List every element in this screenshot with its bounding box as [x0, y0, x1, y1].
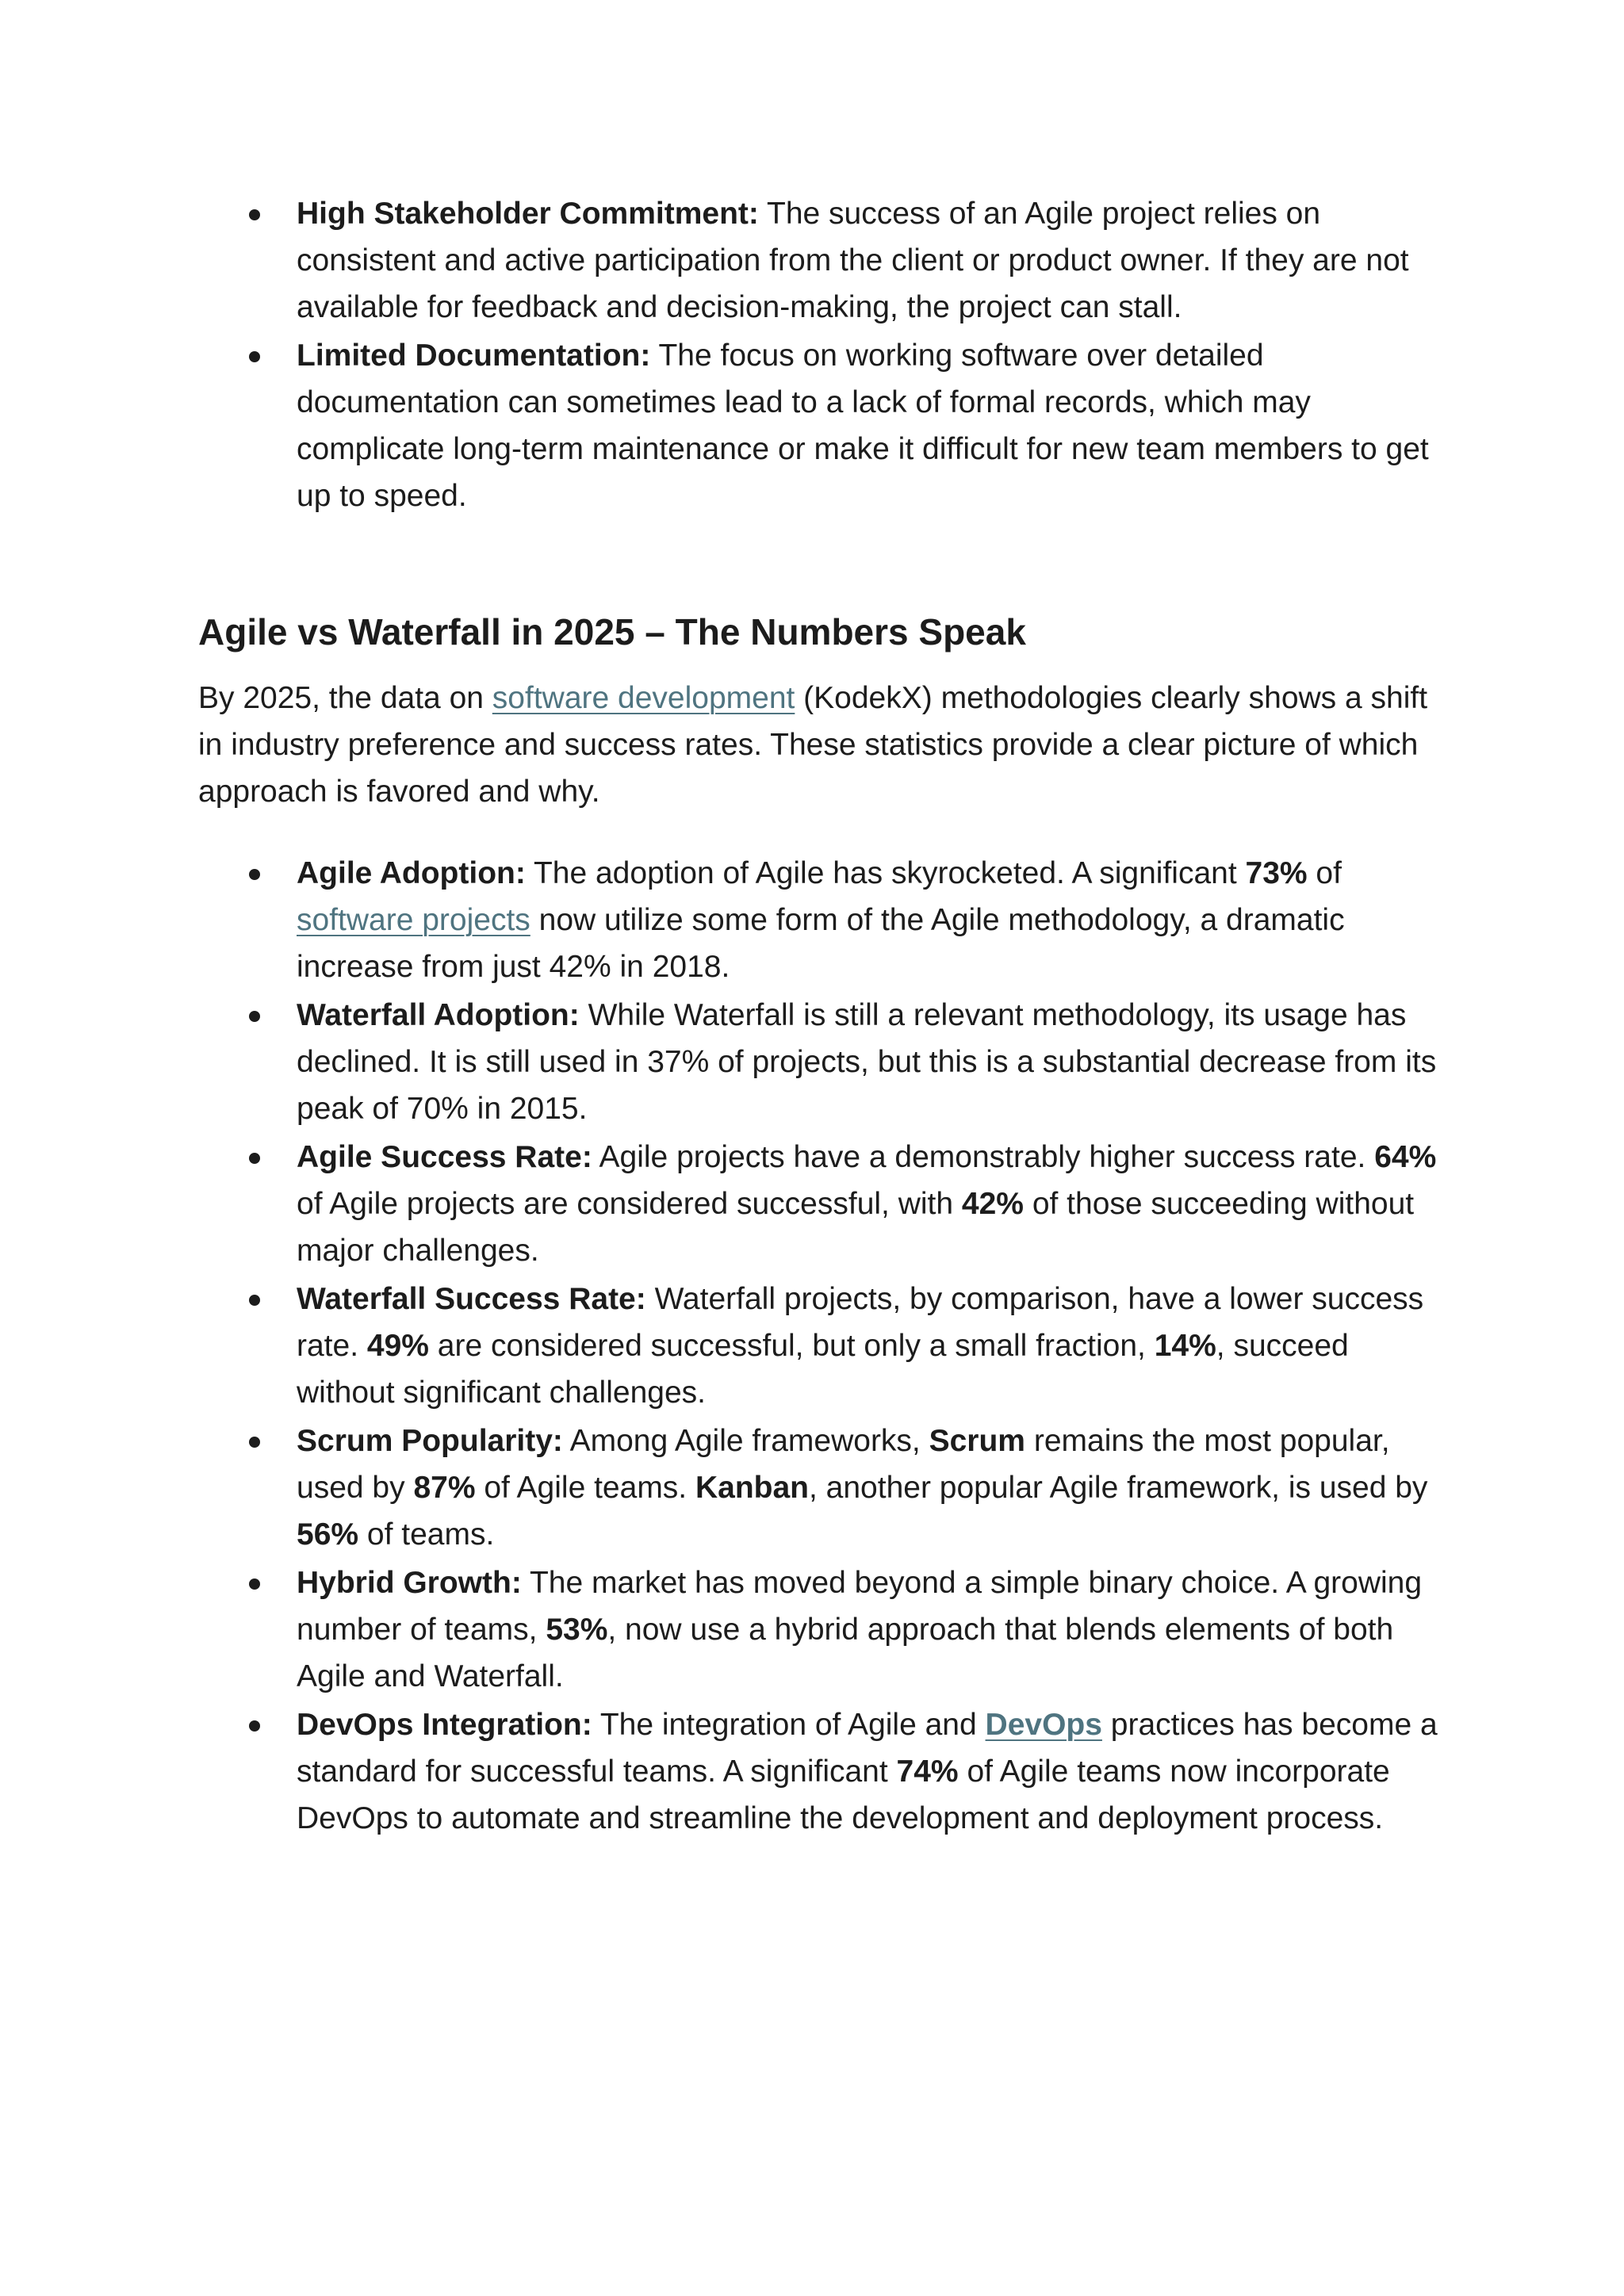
- list-item-waterfall-adoption: Waterfall Adoption: While Waterfall is still a relevant methodology, its usage has declined. It is still used in 37% of projects, but this is a substantial decrease from its peak of 70% in 2015.: [198, 992, 1443, 1132]
- document-page: [198, 190, 1443, 1843]
- bullet-icon: [249, 209, 260, 220]
- bullet-term: High Stakeholder Commitment:: [297, 197, 759, 231]
- intro-paragraph: By 2025, the data on software development (KodekX) methodologies clearly shows a shift in industry preference and success rates. These statistics provide a clear picture of which approach is favored and why.: [198, 681, 1428, 809]
- bullet-icon: [249, 1295, 260, 1306]
- devops-link[interactable]: DevOps: [985, 1708, 1102, 1742]
- software-development-link[interactable]: software development: [492, 681, 795, 715]
- list-item: [198, 332, 1443, 519]
- list-item-agile-success: Agile Success Rate: Agile projects have a demonstrably higher success rate. 64% of Agile projects are considered successful, with 42% of those succeeding without major challenges.: [198, 1134, 1443, 1274]
- disadvantages-list: [198, 190, 1443, 519]
- list-item-agile-adoption: Agile Adoption: The adoption of Agile has skyrocketed. A significant 73% of software projects now utilize some form of the Agile methodology, a dramatic increase from just 42% in 2018.: [198, 850, 1443, 990]
- software-projects-link[interactable]: software projects: [297, 903, 530, 937]
- list-item-waterfall-success: Waterfall Success Rate: Waterfall projects, by comparison, have a lower success rate. 49% are considered successful, but only a small fraction, 14%, succeed without significant challenges.: [198, 1276, 1443, 1416]
- bullet-icon: [249, 351, 260, 362]
- statistics-list: [198, 850, 1443, 1842]
- list-item: [198, 190, 1443, 331]
- bullet-term: Limited Documentation:: [297, 339, 651, 373]
- bullet-icon: [249, 1578, 260, 1590]
- list-item-hybrid: Hybrid Growth: The market has moved beyond a simple binary choice. A growing number of teams, 53%, now use a hybrid approach that blends elements of both Agile and Waterfall.: [198, 1559, 1443, 1700]
- bullet-text: The success of an Agile project relies on consistent and active participation from the client or product owner. If they are not available for feedback and decision-making, the project can stall.: [297, 197, 1409, 324]
- bullet-text: The focus on working software over detailed documentation can sometimes lead to a lack of formal records, which may complicate long-term maintenance or make it difficult for new team members to get up to speed.: [297, 339, 1429, 513]
- bullet-icon: [249, 1720, 260, 1732]
- list-item-scrum: Scrum Popularity: Among Agile frameworks, Scrum remains the most popular, used by 87% of Agile teams. Kanban, another popular Agile framework, is used by 56% of teams.: [198, 1418, 1443, 1558]
- bullet-icon: [249, 869, 260, 880]
- bullet-icon: [249, 1011, 260, 1022]
- section-heading: Agile vs Waterfall in 2025 – The Numbers Speak: [198, 611, 1026, 652]
- bullet-icon: [249, 1153, 260, 1164]
- bullet-icon: [249, 1437, 260, 1448]
- list-item-devops: DevOps Integration: The integration of Agile and DevOps practices has become a standard for successful teams. A significant 74% of Agile teams now incorporate DevOps to automate and streamline the development and deployment process.: [198, 1701, 1443, 1842]
